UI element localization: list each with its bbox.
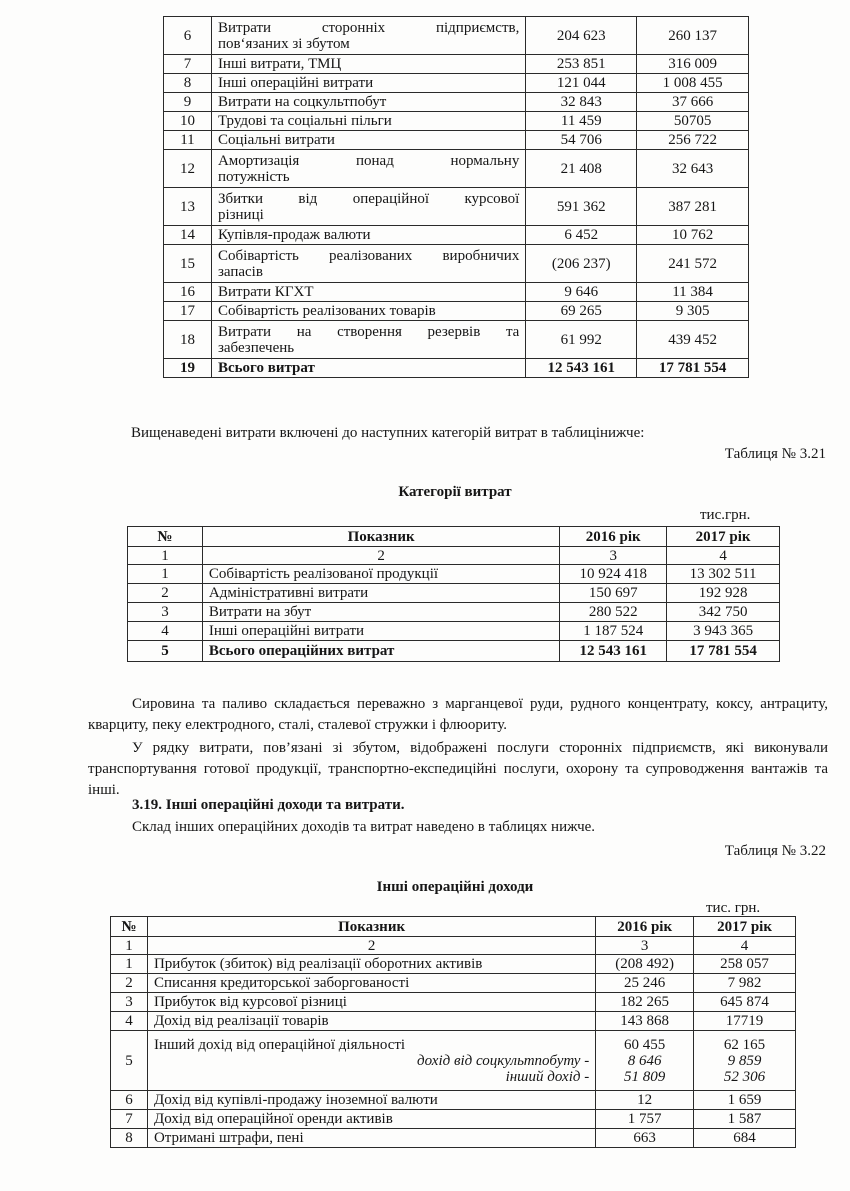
value-2017: 192 928 — [667, 584, 780, 603]
value-2017: 13 302 511 — [667, 565, 780, 584]
row-name: Трудові та соціальні пільги — [211, 112, 525, 131]
row-name: Витрати КГХТ — [211, 283, 525, 302]
value-2017: 10 762 — [637, 226, 749, 245]
row-number: 3 — [111, 993, 148, 1012]
value-2017 — [694, 1031, 796, 1091]
table-row — [164, 226, 749, 245]
row-name — [211, 188, 525, 226]
value-2016: 253 851 — [526, 55, 637, 74]
table-row — [164, 150, 749, 188]
table-321-caption: Категорії витрат — [398, 484, 512, 500]
header-y2016: 2016 рік — [560, 527, 667, 547]
row-name: Інші витрати, ТМЦ — [211, 55, 525, 74]
table-322-label: Таблиця № 3.22 — [724, 843, 826, 859]
table-322 — [110, 916, 796, 1148]
header-row — [111, 917, 796, 937]
row-number: 6 — [111, 1091, 148, 1110]
row-sub-social: дохід від соцкультпобуту - — [417, 1052, 590, 1069]
value-2016: 10 924 418 — [560, 565, 667, 584]
table-322-caption: Інші операційні доходи — [376, 879, 534, 895]
row-name: Списання кредиторської заборгованості — [147, 974, 595, 993]
table-row — [128, 603, 780, 622]
column-number: 4 — [667, 547, 780, 565]
row-name: Прибуток від курсової різниці — [147, 993, 595, 1012]
row-number: 18 — [164, 321, 212, 359]
value-2017: 11 384 — [637, 283, 749, 302]
row-name: Дохід від операційної оренди активів — [147, 1110, 595, 1129]
row-name: Інші операційні витрати — [202, 622, 559, 641]
row-number: 14 — [164, 226, 212, 245]
header-y2017: 2017 рік — [667, 527, 780, 547]
column-number-row — [128, 547, 780, 565]
value-2017: 1 659 — [694, 1091, 796, 1110]
row-number: 17 — [164, 302, 212, 321]
row-number: 5 — [111, 1031, 148, 1091]
row-number: 8 — [164, 74, 212, 93]
row-name: Витрати на збут — [202, 603, 559, 622]
row-name: Собівартість реалізованої продукції — [202, 565, 559, 584]
table-row — [164, 74, 749, 93]
value-2017: 37 666 — [637, 93, 749, 112]
value-2017: 32 643 — [637, 150, 749, 188]
row-name: Соціальні витрати — [211, 131, 525, 150]
row-number: 1 — [111, 955, 148, 974]
row-sub-other: інший дохід - — [505, 1068, 590, 1085]
row-name: Витрати на соцкультпобут — [211, 93, 525, 112]
row-number: 4 — [111, 1012, 148, 1031]
value-2016 — [596, 1031, 694, 1091]
value-2016: 204 623 — [526, 17, 637, 55]
row-name — [211, 321, 525, 359]
row-name — [211, 17, 525, 55]
table-row-composite — [111, 1031, 796, 1091]
value-2017: 1 008 455 — [637, 74, 749, 93]
value-2017: 17719 — [694, 1012, 796, 1031]
header-no: № — [111, 917, 148, 937]
value-2017: 9 305 — [637, 302, 749, 321]
table-row — [164, 17, 749, 55]
value-2016: (206 237) — [526, 245, 637, 283]
value-sub-social: 8 646 — [627, 1052, 662, 1069]
table-row — [164, 112, 749, 131]
row-name-line2: запасів — [217, 263, 263, 280]
row-name: Дохід від купівлі-продажу іноземної валюти — [147, 1091, 595, 1110]
row-number: 15 — [164, 245, 212, 283]
table-row — [111, 974, 796, 993]
column-number: 1 — [128, 547, 203, 565]
table-row — [111, 993, 796, 1012]
row-name-line2: забезпечень — [217, 339, 295, 356]
row-number: 16 — [164, 283, 212, 302]
table-row — [164, 321, 749, 359]
row-name: Прибуток (збиток) від реалізації оборотних активів — [147, 955, 595, 974]
value-2017: 645 874 — [694, 993, 796, 1012]
value-2017: 17 781 554 — [637, 359, 749, 378]
header-row — [128, 527, 780, 547]
table-row — [111, 1110, 796, 1129]
row-number: 11 — [164, 131, 212, 150]
table-321 — [127, 526, 780, 662]
column-number: 4 — [694, 937, 796, 955]
value-2016: 1 187 524 — [560, 622, 667, 641]
row-name-line1: Витрати сторонніх підприємств, — [217, 19, 520, 36]
value-2017: 1 587 — [694, 1110, 796, 1129]
paragraph-materials: Сировина та паливо складається переважно з марганцевої руди, рудного концентрату, коксу, антрациту, кварциту, пеку електродного, сталі, сталевої стружки і флюориту. — [88, 696, 828, 733]
row-number: 4 — [128, 622, 203, 641]
table-row — [111, 1091, 796, 1110]
value-main: 60 455 — [624, 1036, 666, 1053]
row-number: 10 — [164, 112, 212, 131]
header-y2017: 2017 рік — [694, 917, 796, 937]
value-2016: 6 452 — [526, 226, 637, 245]
table-row — [164, 131, 749, 150]
value-2016: 69 265 — [526, 302, 637, 321]
row-name: Інші операційні витрати — [211, 74, 525, 93]
row-number: 7 — [164, 55, 212, 74]
value-2017: 439 452 — [637, 321, 749, 359]
table-row — [164, 245, 749, 283]
row-name — [211, 150, 525, 188]
row-name: Адміністративні витрати — [202, 584, 559, 603]
column-number: 1 — [111, 937, 148, 955]
row-name: Отримані штрафи, пені — [147, 1129, 595, 1148]
value-2017: 342 750 — [667, 603, 780, 622]
value-2016: 54 706 — [526, 131, 637, 150]
table-row — [111, 1012, 796, 1031]
row-name: Купівля-продаж валюти — [211, 226, 525, 245]
column-number: 2 — [147, 937, 595, 955]
value-sub-social: 9 859 — [727, 1052, 762, 1069]
table-row — [111, 955, 796, 974]
row-name-line2: потужність — [217, 168, 290, 185]
value-2016: (208 492) — [596, 955, 694, 974]
note-line: Вищенаведені витрати включені до наступних категорій витрат в таблицінижче: — [131, 425, 645, 441]
header-y2016: 2016 рік — [596, 917, 694, 937]
table-row — [128, 622, 780, 641]
paragraph-sales-expenses: У рядку витрати, пов’язані зі збутом, відображені послуги сторонніх підприємств, які виконували транспортування готової продукції, транспортно-експедиційні послуги, охорону та супроводження вантажів та інші. — [88, 740, 828, 798]
value-2017: 50705 — [637, 112, 749, 131]
row-number: 1 — [128, 565, 203, 584]
table-row — [164, 55, 749, 74]
row-name-main: Інший дохід від операційної діяльності — [153, 1036, 406, 1053]
column-number: 2 — [202, 547, 559, 565]
table-321-label: Таблиця № 3.21 — [724, 446, 826, 462]
row-name: Всього витрат — [211, 359, 525, 378]
table-row — [164, 283, 749, 302]
column-number: 3 — [560, 547, 667, 565]
row-number: 13 — [164, 188, 212, 226]
value-2017: 260 137 — [637, 17, 749, 55]
value-2017: 17 781 554 — [667, 641, 780, 662]
value-2016: 1 757 — [596, 1110, 694, 1129]
table-row — [164, 93, 749, 112]
row-number: 5 — [128, 641, 203, 662]
row-name-line1: Витрати на створення резервів та — [217, 323, 520, 340]
value-2017: 684 — [694, 1129, 796, 1148]
row-number: 2 — [111, 974, 148, 993]
value-2016: 280 522 — [560, 603, 667, 622]
table-row — [164, 302, 749, 321]
table-row — [128, 565, 780, 584]
value-2016: 12 — [596, 1091, 694, 1110]
value-2016: 25 246 — [596, 974, 694, 993]
paragraph-composition: Склад інших операційних доходів та витрат наведено в таблицях нижче. — [132, 819, 596, 835]
value-2017: 7 982 — [694, 974, 796, 993]
row-number: 12 — [164, 150, 212, 188]
value-sub-other: 51 809 — [624, 1068, 666, 1085]
value-2016: 12 543 161 — [526, 359, 637, 378]
value-2017: 316 009 — [637, 55, 749, 74]
row-number: 2 — [128, 584, 203, 603]
value-2016: 21 408 — [526, 150, 637, 188]
total-row — [128, 641, 780, 662]
row-name: Собівартість реалізованих товарів — [211, 302, 525, 321]
value-2016: 11 459 — [526, 112, 637, 131]
value-2016: 32 843 — [526, 93, 637, 112]
table-row — [128, 584, 780, 603]
value-2016: 9 646 — [526, 283, 637, 302]
header-no: № — [128, 527, 203, 547]
row-name-line2: пов‘язаних зі збутом — [217, 35, 350, 52]
header-name: Показник — [202, 527, 559, 547]
value-2016: 121 044 — [526, 74, 637, 93]
row-name-line2: різниці — [217, 206, 264, 223]
column-number: 3 — [596, 937, 694, 955]
table-row — [111, 1129, 796, 1148]
row-name-line1: Собівартість реалізованих виробничих — [217, 247, 520, 264]
value-2017: 258 057 — [694, 955, 796, 974]
value-2017: 387 281 — [637, 188, 749, 226]
row-name-line1: Амортизація понад нормальну — [217, 152, 520, 169]
row-number: 19 — [164, 359, 212, 378]
row-number: 7 — [111, 1110, 148, 1129]
row-number: 3 — [128, 603, 203, 622]
row-name: Всього операційних витрат — [202, 641, 559, 662]
column-number-row — [111, 937, 796, 955]
value-2016: 143 868 — [596, 1012, 694, 1031]
value-2016: 182 265 — [596, 993, 694, 1012]
value-2016: 12 543 161 — [560, 641, 667, 662]
value-2016: 663 — [596, 1129, 694, 1148]
total-row — [164, 359, 749, 378]
row-name — [211, 245, 525, 283]
value-2016: 591 362 — [526, 188, 637, 226]
section-heading: 3.19. Інші операційні доходи та витрати. — [132, 797, 405, 813]
table-322-unit: тис. грн. — [706, 900, 761, 916]
expenses-table — [163, 16, 749, 378]
value-2016: 150 697 — [560, 584, 667, 603]
value-2017: 241 572 — [637, 245, 749, 283]
value-main: 62 165 — [723, 1036, 766, 1053]
table-row — [164, 188, 749, 226]
value-sub-other: 52 306 — [723, 1068, 766, 1085]
value-2017: 256 722 — [637, 131, 749, 150]
header-name: Показник — [147, 917, 595, 937]
row-number: 8 — [111, 1129, 148, 1148]
row-name: Дохід від реалізації товарів — [147, 1012, 595, 1031]
row-number: 9 — [164, 93, 212, 112]
table-321-unit: тис.грн. — [700, 507, 751, 523]
row-name-line1: Збитки від операційної курсової — [217, 190, 520, 207]
value-2016: 61 992 — [526, 321, 637, 359]
row-number: 6 — [164, 17, 212, 55]
row-name — [147, 1031, 595, 1091]
value-2017: 3 943 365 — [667, 622, 780, 641]
